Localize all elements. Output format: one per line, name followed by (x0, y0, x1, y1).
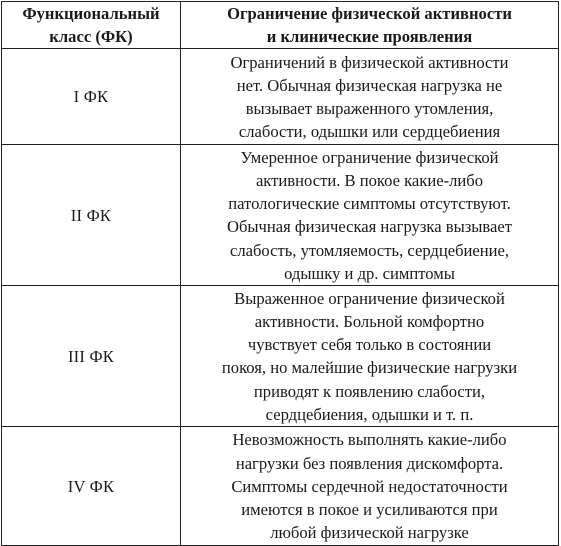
description-line: активности. В покое какие-либо (255, 171, 484, 190)
description-line: Умеренное ограничение физической (240, 147, 499, 167)
table-row (2, 286, 559, 427)
functional-class-table (1, 1, 559, 546)
description-line: слабости, одышки или сердцебиения (238, 122, 501, 142)
description-line: чувствует себя только в состоянии (247, 335, 492, 355)
header-line: Функциональный (22, 4, 160, 23)
description-cell (181, 49, 559, 145)
description-line: патологические симптомы отсутствуют. (228, 194, 511, 214)
description-line: Выраженное ограничение физической (234, 288, 505, 308)
description-line: слабость, утомляемость, сердцебиение, (229, 240, 510, 260)
description-line: сердцебиения, одышки и т. п. (265, 404, 474, 424)
description-cell (181, 145, 559, 286)
header-line: Ограничение физической активности (227, 4, 512, 23)
header-line: класс (ФК) (49, 27, 133, 47)
functional-class-label: II ФК (2, 145, 181, 286)
header-functional-class (2, 2, 181, 49)
table-row (2, 427, 559, 546)
description-line: Невозможность выполнять какие-либо (232, 430, 507, 450)
description-line: Симптомы сердечной недостаточности (231, 476, 508, 496)
description-cell (181, 427, 559, 546)
table-row (2, 49, 559, 145)
description-line: одышку и др. симптомы (284, 263, 455, 283)
table-header-row (2, 2, 559, 49)
functional-class-label: I ФК (2, 49, 181, 145)
header-line: и клинические проявления (266, 27, 473, 47)
description-line: Ограничений в физической активности (230, 52, 509, 72)
description-cell (181, 286, 559, 427)
description-line: любой физической нагрузке (270, 523, 469, 543)
description-line: имеются в покое и усиливаются при (241, 500, 498, 519)
functional-class-label: III ФК (2, 286, 181, 427)
description-line: Обычная физическая нагрузка вызывает (226, 217, 513, 237)
description-line: приводят к появлению слабости, (253, 381, 486, 401)
header-limitation-description (181, 2, 559, 49)
table-row (2, 145, 559, 286)
description-line: вызывает выраженного утомления, (245, 98, 494, 118)
description-line: активности. Больной комфортно (254, 312, 485, 331)
functional-class-label: IV ФК (2, 427, 181, 546)
description-line: нагрузки без появления дискомфорта. (235, 453, 504, 473)
description-line: покоя, но малейшие физические нагрузки (221, 358, 518, 378)
description-line: нет. Обычная физическая нагрузка не (236, 75, 503, 95)
